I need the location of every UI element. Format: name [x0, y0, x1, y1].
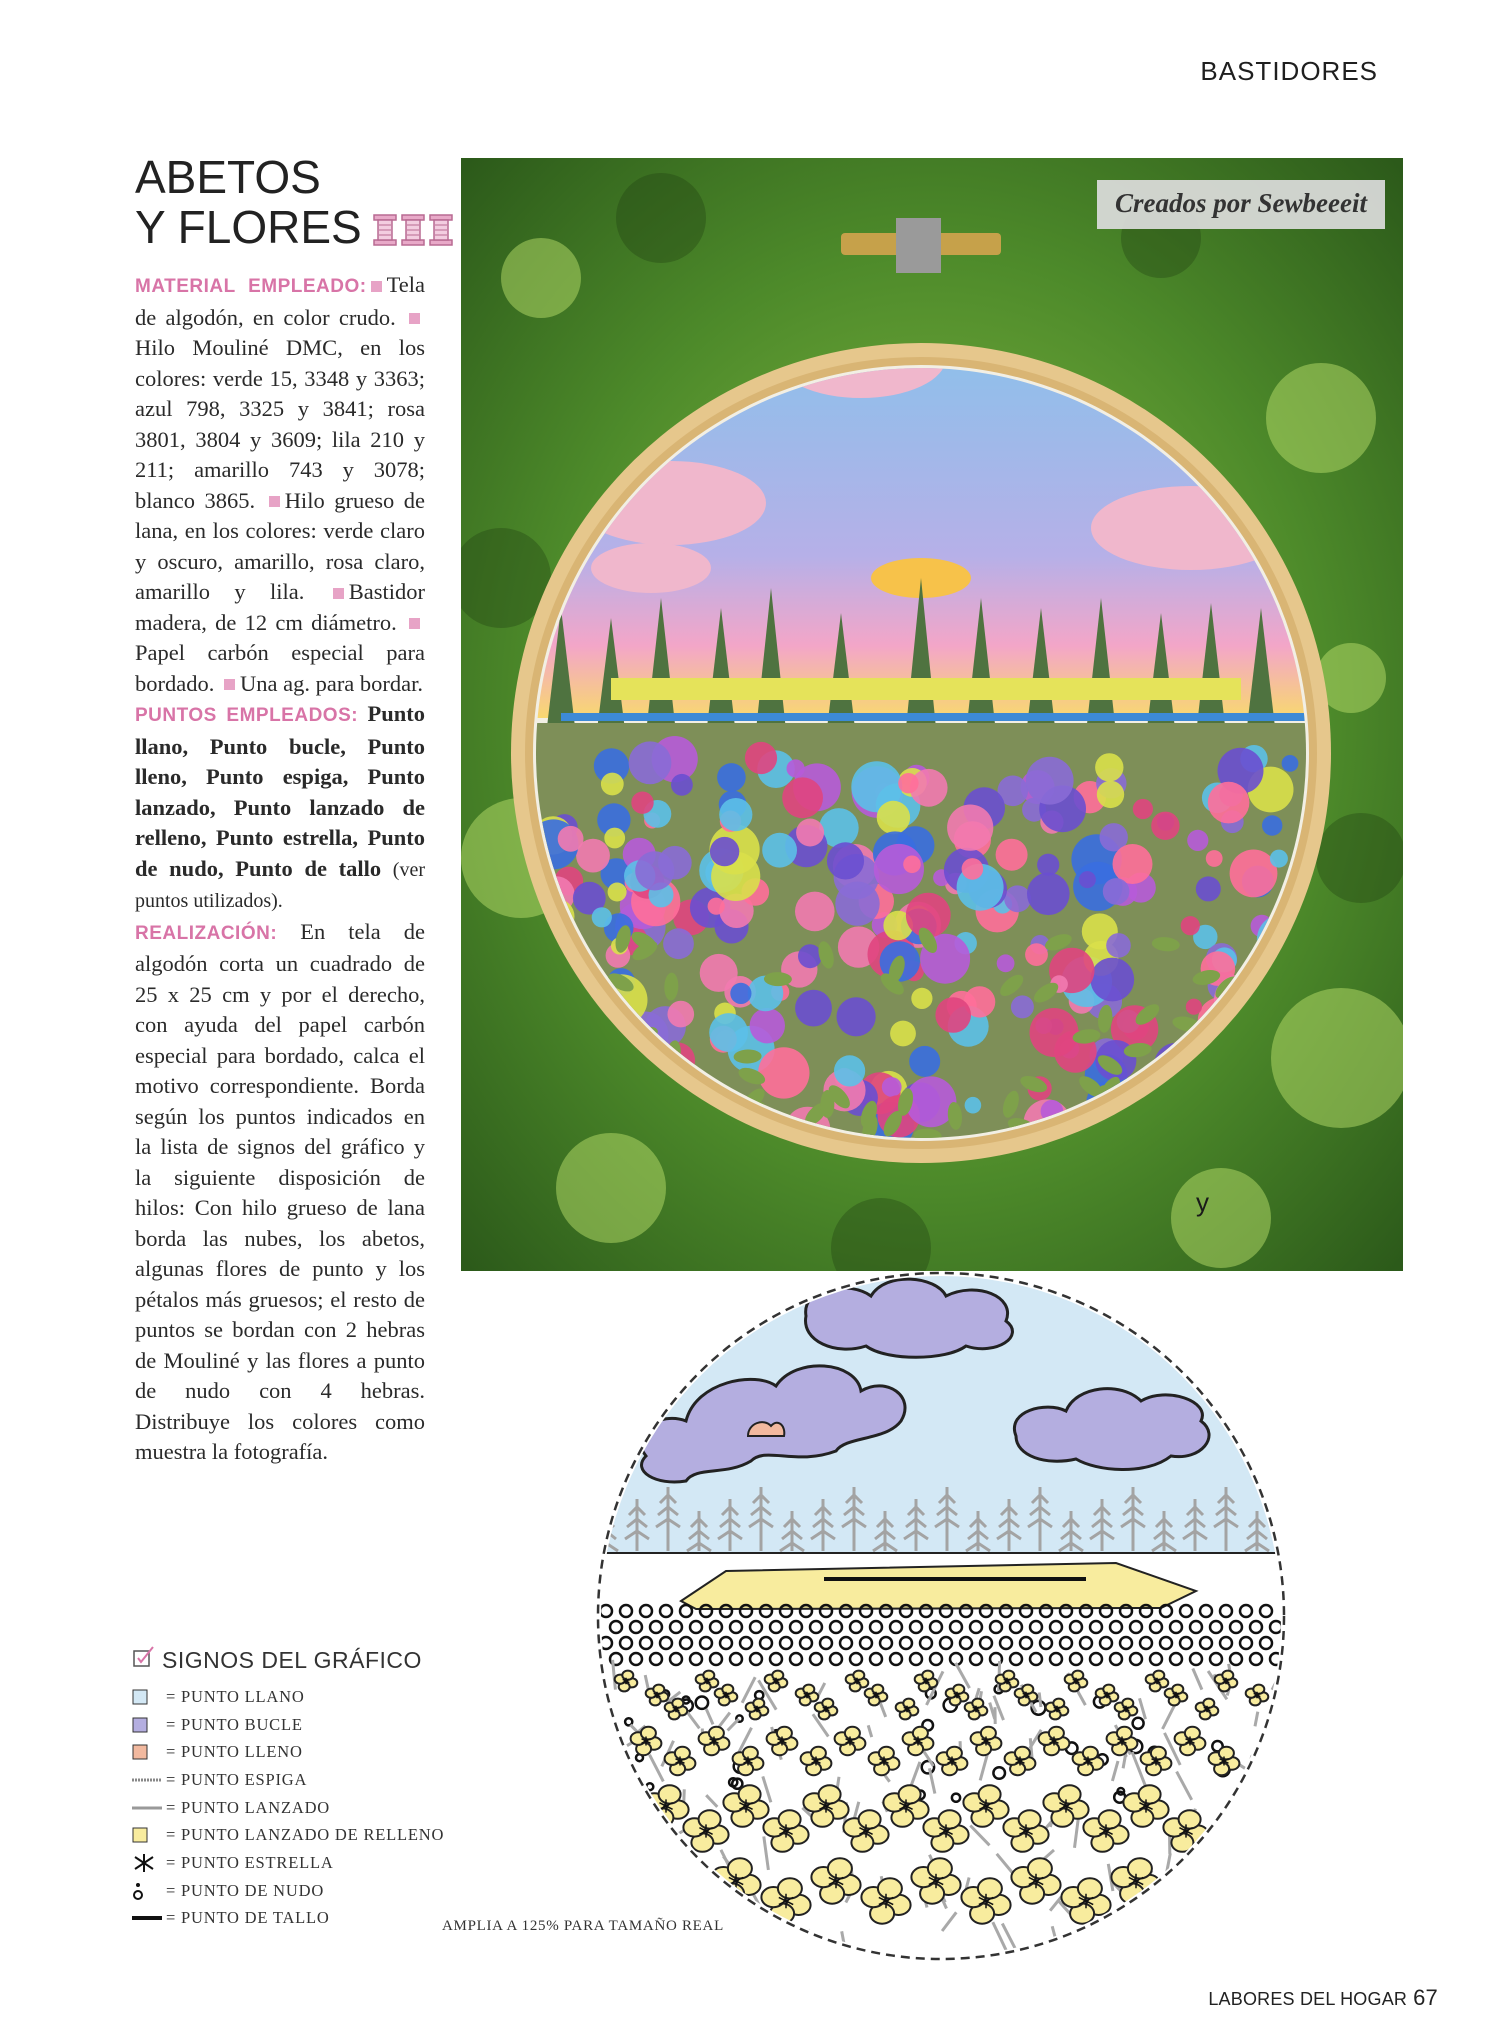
square-blue-icon: [132, 1687, 166, 1707]
bullet-square: [269, 496, 280, 507]
legend-item: = PUNTO ESPIGA: [132, 1766, 444, 1794]
bullet-square: [409, 313, 420, 324]
article-body: [135, 270, 425, 1468]
photo-credit: Creados por Sewbeeeit: [1097, 180, 1385, 229]
knot-stitch-icon: [132, 1881, 166, 1901]
material-item: Tela de algodón, en color crudo.: [135, 272, 425, 330]
enlarge-note: AMPLIA A 125% PARA TAMAÑO REAL: [442, 1918, 724, 1934]
instructions-label: REALIZACIÓN:: [135, 922, 278, 944]
section-label: BASTIDORES: [1200, 56, 1378, 86]
magazine-name: LABORES DEL HOGAR: [1208, 1989, 1408, 2009]
bullet-square: [333, 588, 344, 599]
legend-item: = PUNTO BUCLE: [132, 1711, 444, 1739]
star-stitch-icon: [132, 1853, 166, 1873]
article-title: [135, 152, 454, 256]
gray-line-icon: [132, 1798, 166, 1818]
bullet-square: [409, 618, 420, 629]
legend-item: = PUNTO LLANO: [132, 1683, 444, 1711]
checkbox-pencil-icon: [132, 1645, 156, 1675]
bullet-square: [224, 679, 235, 690]
material-item: Una ag. para bordar.: [239, 670, 424, 696]
bullet-square: [371, 281, 382, 292]
material-item: Bastidor madera, de 12 cm diámetro.: [135, 579, 425, 635]
embroidery-photo: [461, 158, 1403, 1271]
material-item: Hilo grueso de lana, en los colores: verde claro y oscuro, amarillo, rosa claro, amarillo y lila.: [135, 487, 425, 604]
legend-item: = PUNTO DE TALLO: [132, 1905, 444, 1933]
material-item: Papel carbón especial para bordado.: [135, 640, 425, 696]
stitches-label: PUNTOS EMPLEADOS:: [135, 705, 359, 726]
page-footer: [1208, 1985, 1438, 2011]
legend-item: = PUNTO ESTRELLA: [132, 1849, 444, 1877]
dotted-line-icon: [132, 1770, 166, 1790]
legend-item: = PUNTO LLENO: [132, 1738, 444, 1766]
title-line-1: ABETOS: [135, 151, 321, 203]
legend-item: = PUNTO DE NUDO: [132, 1877, 444, 1905]
title-line-2: Y FLORES: [135, 202, 454, 256]
legend-title: SIGNOS DEL GRÁFICO: [132, 1645, 444, 1675]
legend-item: = PUNTO LANZADO: [132, 1794, 444, 1822]
stitches-note: (ver puntos utilizados).: [135, 858, 425, 912]
materials-paragraph: [135, 270, 425, 699]
stitches-paragraph: [135, 699, 425, 917]
instructions-text: En tela de algodón corta un cuadrado de 25 x 25 cm y por el derecho, con ayuda del papel carbón especial para bordado, calca el motivo correspondiente. Borda según los puntos indicados en la lista de signos del gráfico y la siguiente disposición de hilos: Con hilo grueso de lana borda las nubes, los abetos, algunas flores de punto y los pétalos más gruesos; el resto de puntos se bordan con 2 hebras de Mouliné y las flores a punto de nudo con 4 hebras. Distribuye los colores como muestra la fotografía.: [135, 918, 425, 1464]
square-peach-icon: [132, 1742, 166, 1762]
thread-spool-icon: [372, 206, 454, 256]
page-number: 67: [1413, 1985, 1438, 2010]
legend-item: = PUNTO LANZADO DE RELLENO: [132, 1821, 444, 1849]
square-lilac-icon: [132, 1715, 166, 1735]
material-item: Hilo Mouliné DMC, en los colores: verde 15, 3348 y 3363; azul 798, 3325 y 3841; rosa 3801, 3804 y 3609; lila 210 y 211; amarillo 743 y 3078; blanco 3865.: [135, 335, 425, 513]
black-line-icon: [132, 1908, 166, 1928]
stray-letter: y: [1196, 1187, 1209, 1217]
embroidery-pattern-chart: [586, 1261, 1296, 1971]
materials-label: MATERIAL EMPLEADO:: [135, 276, 367, 297]
stitches-list: Punto llano, Punto bucle, Punto lleno, Punto espiga, Punto lanzado, Punto lanzado de relleno, Punto estrella, Punto de nudo, Punto de tallo: [135, 701, 426, 881]
square-yellow-icon: [132, 1825, 166, 1845]
instructions-paragraph: [135, 917, 425, 1468]
chart-legend: [132, 1645, 444, 1932]
